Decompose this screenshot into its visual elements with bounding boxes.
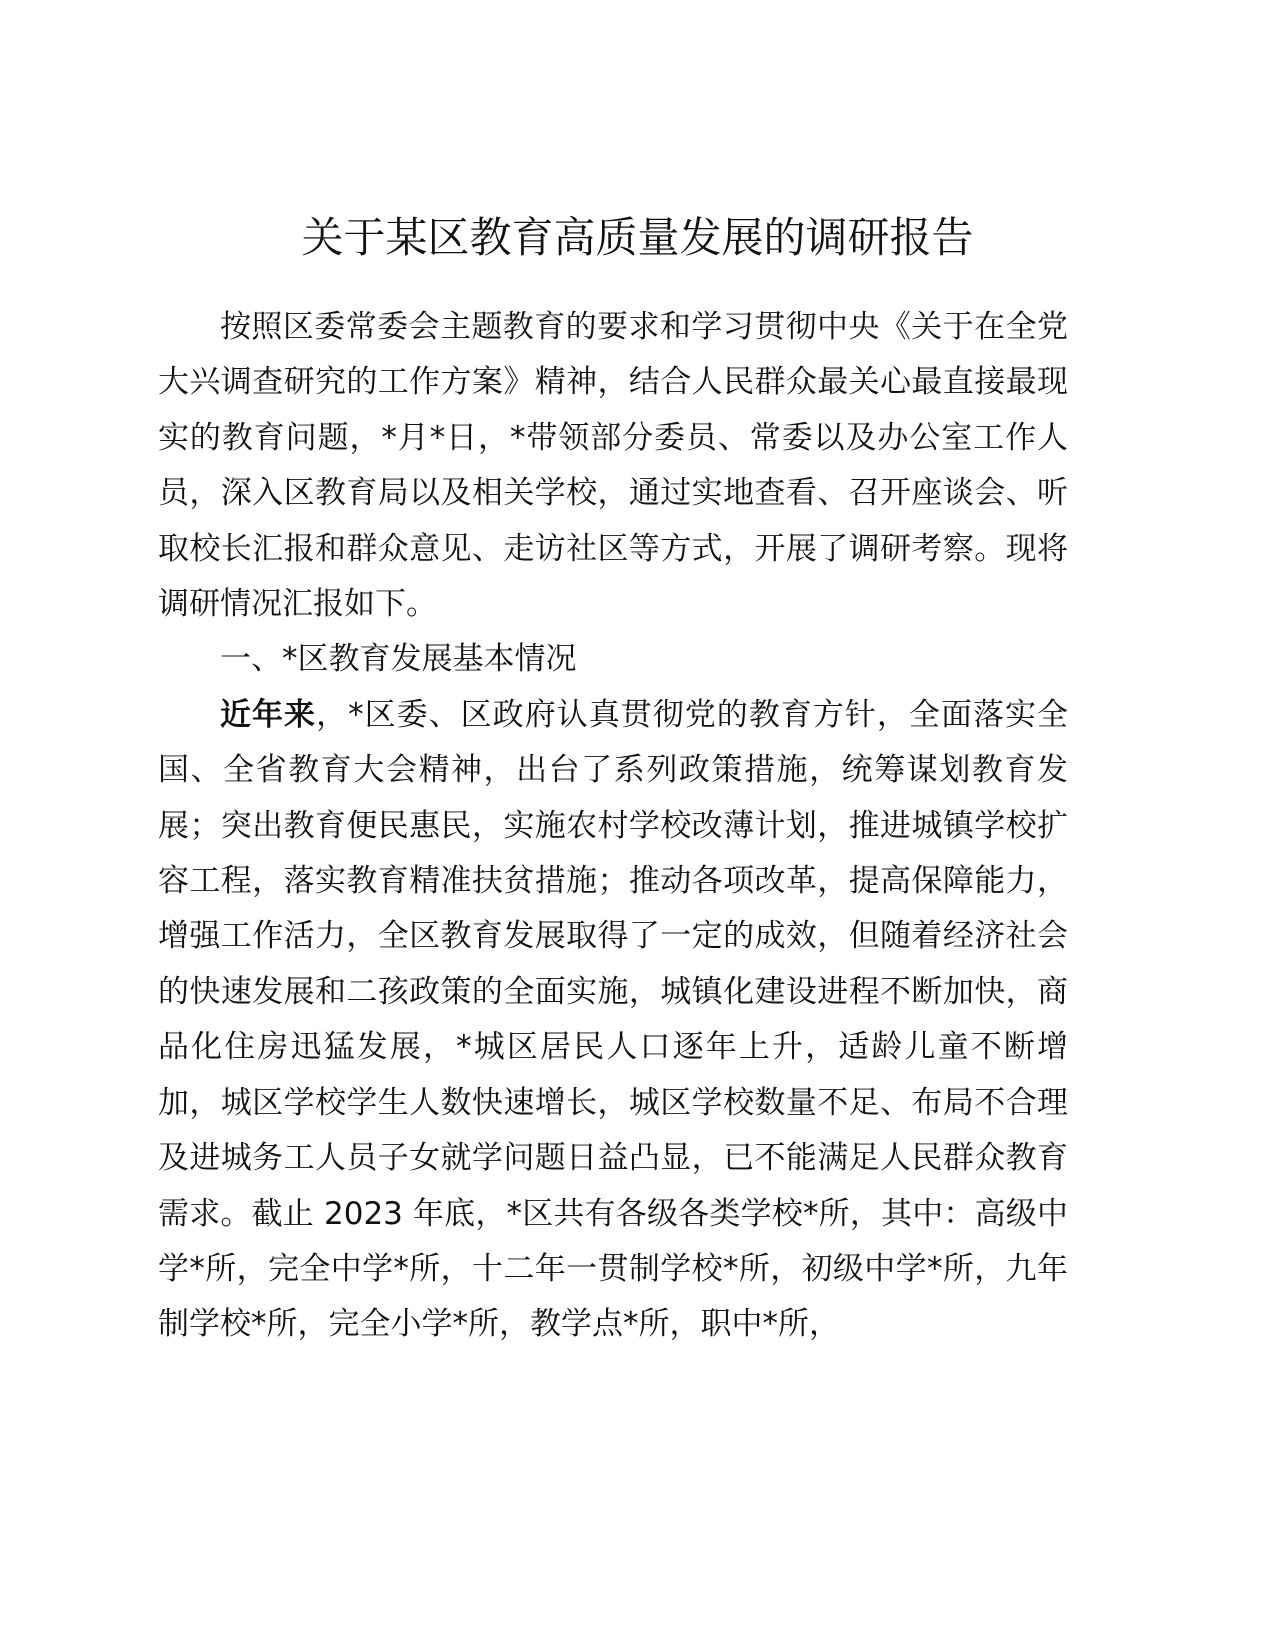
document-title: 关于某区教育高质量发展的调研报告 (301, 213, 974, 262)
paragraph-text: ，*区委、区政府认真贯彻党的教育方针，全面落实全国、全省教育大会精神，出台了系列政策措施，统筹谋划教育发展；突出教育便民惠民，实施农村学校改薄计划，推进城镇学校扩容工程，落实教育精准扶贫措施；推动各项改革，提高保障能力，增强工作活力，全区教育发展取得了一定的成效，但随着经济社会的快速发展和二孩政策的全面实施，城镇化建设进程不断加快，商品化住房迅猛发展，*城区居民人口逐年上升，适龄儿童不断增加，城区学校学生人数快速增长，城区学校数量不足、布局不合理及进城务工人员子女就学问题日益凸显，已不能满足人民群众教育需求。截止 2023 年底，*区共有各级各类学校*所，其中：高级中学*所，完全中学*所，十二年一贯制学校*所，初级中学*所，九年制学校*所，完全小学*所，教学点*所，职中*所， (158, 696, 1069, 1343)
document-body (158, 300, 1068, 1353)
section-heading: 一、*区教育发展基本情况 (220, 641, 577, 678)
section-paragraph (158, 688, 1068, 1353)
intro-paragraph: 按照区委常委会主题教育的要求和学习贯彻中央《关于在全党大兴调查研究的工作方案》精神，结合人民群众最关心最直接最现实的教育问题，*月*日，*带领部分委员、常委以及办公室工作人员，深入区教育局以及相关学校，通过实地查看、召开座谈会、听取校长汇报和群众意见、走访社区等方式，开展了调研考察。现将调研情况汇报如下。 (158, 309, 1068, 623)
paragraph-lead: 近年来 (220, 696, 317, 733)
